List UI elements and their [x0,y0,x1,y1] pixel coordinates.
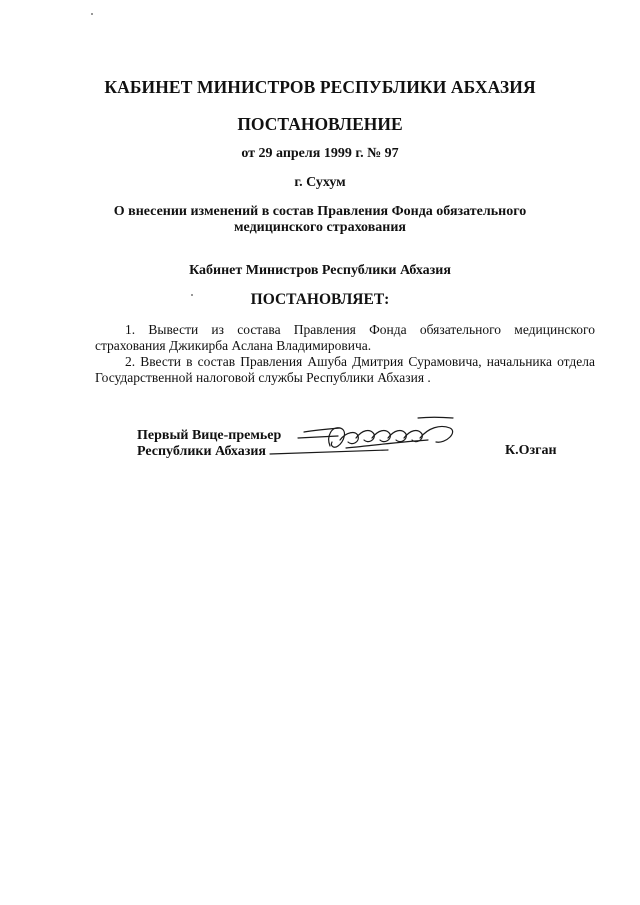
issuer: Кабинет Министров Республики Абхазия [189,263,451,278]
scan-speck [91,13,93,15]
date-number: от 29 апреля 1999 г. № 97 [241,146,399,161]
document-subject: О внесении изменений в состав Правления Фонда обязательного медицинского страхования [113,204,527,235]
handwritten-signature [268,412,468,462]
signatory-position-line1: Первый Вице-премьер [137,428,282,443]
resolves-heading: ПОСТАНОВЛЯЕТ: [250,291,390,308]
organization-heading: КАБИНЕТ МИНИСТРОВ РЕСПУБЛИКИ АБХАЗИЯ [104,77,536,97]
resolution-item-2: 2. Ввести в состав Правления Ашуба Дмитрия Сурамовича, начальника отдела Государственной налоговой службы Республики Абхазия . [95,354,595,385]
resolution-item-1: 1. Вывести из состава Правления Фонда обязательного медицинского страхования Джикирба Аслана Владимировича. [95,322,595,353]
signatory-position-line2: Республики Абхазия [137,444,267,459]
document-type-heading: ПОСТАНОВЛЕНИЕ [237,114,403,134]
signatory-name: К.Озган [505,443,557,458]
city: г. Сухум [294,175,346,190]
